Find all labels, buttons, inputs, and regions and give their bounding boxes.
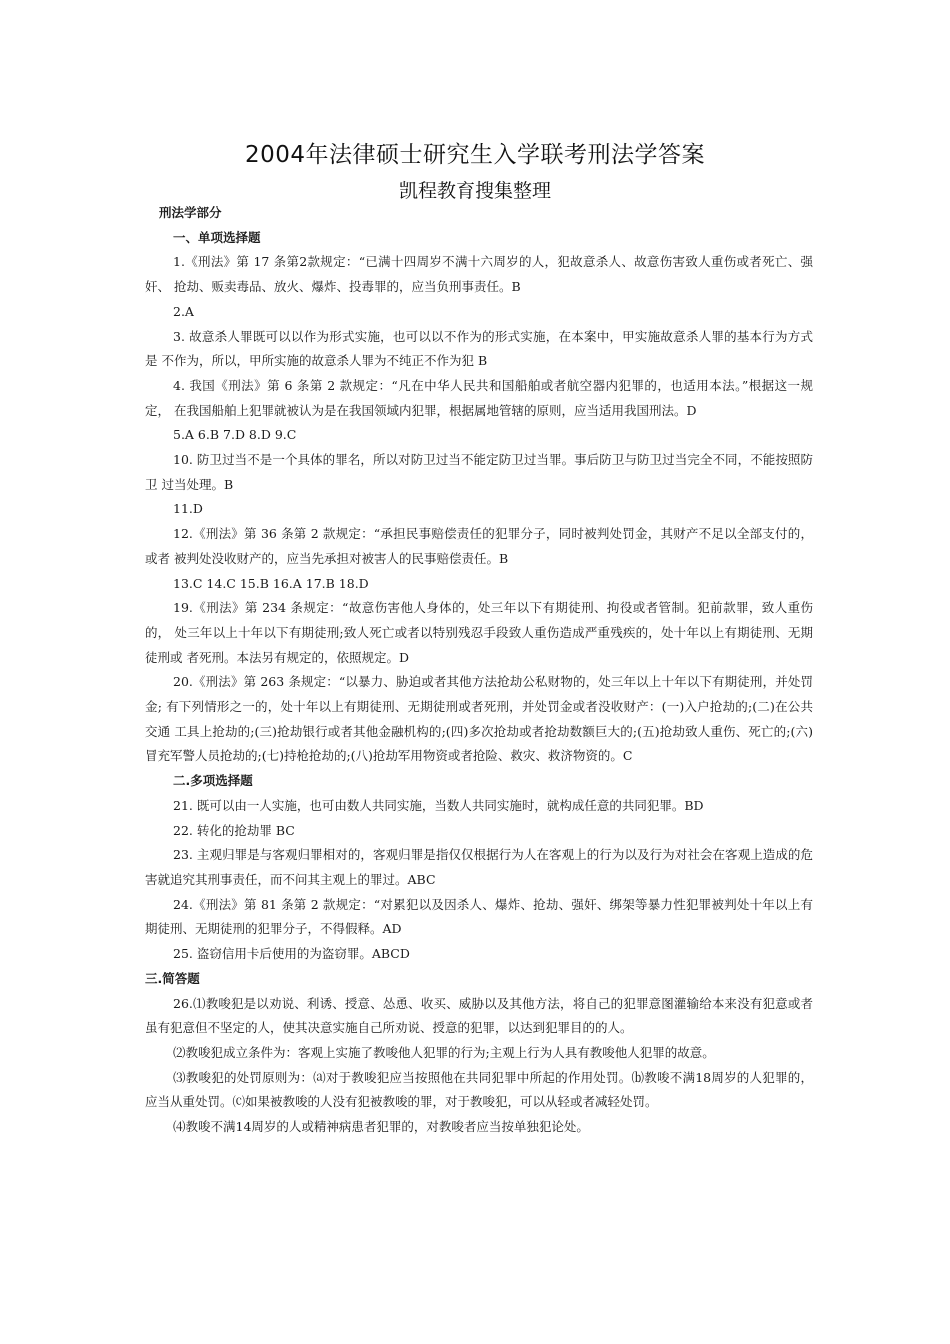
answer-item: 13.C 14.C 15.B 16.A 17.B 18.D — [173, 575, 369, 591]
answer-item: 21. 既可以由一人实施，也可由数人共同实施，当数人共同实施时，就构成任意的共同犯罪。BD — [173, 797, 704, 813]
answer-item: 3. 故意杀人罪既可以以作为形式实施，也可以以不作为的形式实施，在本案中，甲实施故意杀人罪的基本行为方式是 不作为，所以，甲所实施的故意杀人罪为不纯正不作为犯 B — [145, 328, 813, 369]
section-heading: 刑法学部分 — [159, 205, 222, 220]
document-title: 2004年法律硕士研究生入学联考刑法学答案 — [244, 142, 706, 168]
answer-item: 23. 主观归罪是与客观归罪相对的，客观归罪是指仅仅根据行为人在客观上的行为以及行为对社会在客观上造成的危害就追究其刑事责任，而不问其主观上的罪过。ABC — [145, 847, 813, 887]
answer-item: 11.D — [173, 501, 203, 517]
answer-item: 10. 防卫过当不是一个具体的罪名，所以对防卫过当不能定防卫过当罪。事后防卫与防卫过当完全不同，不能按照防卫 过当处理。B — [145, 452, 813, 492]
part3-heading: 三.简答题 — [145, 970, 200, 986]
answer-item: 19.《刑法》第 234 条规定：“故意伤害他人身体的，处三年以下有期徒刑、拘役或者管制。犯前款罪，致人重伤的， 处三年以上十年以下有期徒刑;致人死亡或者以特别残忍手段致人重伤造成严重残疾的，处十年以上有期徒刑、无期徒刑或 者死刑。本法另有规定的，依照规定。D — [145, 600, 813, 665]
answer-item: 20.《刑法》第 263 条规定：“以暴力、胁迫或者其他方法抢劫公私财物的，处三年以上十年以下有期徒刑，并处罚金; 有下列情形之一的，处十年以上有期徒刑、无期徒刑或者死刑，并处罚金或者没收财产：(一)入户抢劫的;(二)在公共交通 工具上抢劫的;(三)抢劫银行或者其他金融机构的;(四)多次抢劫或者抢劫数额巨大的;(五)抢劫致人重伤、死亡的;(六) 冒充军警人员抢劫的;(七)持枪抢劫的;(八)抢劫军用物资或者抢险、救灾、救济物资的。C — [145, 674, 813, 764]
answer-item: 12.《刑法》第 36 条第 2 款规定：“承担民事赔偿责任的犯罪分子，同时被判处罚金，其财产不足以全部支付的，或者 被判处没收财产的，应当先承担对被害人的民事赔偿责任。B — [145, 526, 813, 566]
document-body — [145, 201, 813, 1140]
answer-item: 25. 盗窃信用卡后使用的为盗窃罪。ABCD — [173, 946, 410, 962]
part1-heading: 一、单项选择题 — [173, 229, 261, 245]
answer-item: 5.A 6.B 7.D 8.D 9.C — [173, 427, 297, 443]
document-subtitle: 凯程教育搜集整理 — [398, 180, 551, 202]
answer-item: 1.《刑法》第 17 条第2款规定：“已满十四周岁不满十六周岁的人，犯故意杀人、故意伤害致人重伤或者死亡、强奸、 抢劫、贩卖毒品、放火、爆炸、投毒罪的，应当负刑事责任。B — [145, 254, 813, 295]
answer-item: 2.A — [173, 303, 194, 319]
answer-item: 4. 我国《刑法》第 6 条第 2 款规定：“凡在中华人民共和国船舶或者航空器内犯罪的，也适用本法。”根据这一规定， 在我国船舶上犯罪就被认为是在我国领域内犯罪，根据属地管辖的原则，应当适用我国刑法。D — [145, 377, 813, 418]
answer-item: 22. 转化的抢劫罪 BC — [173, 822, 295, 838]
answer-item: 26.⑴教唆犯是以劝说、利诱、授意、怂恿、收买、威胁以及其他方法，将自己的犯罪意图灌输给本来没有犯意或者 虽有犯意但不坚定的人，使其决意实施自己所劝说、授意的犯罪，以达到犯罪目的的人。 — [145, 995, 813, 1036]
answer-item: ⑵教唆犯成立条件为：客观上实施了教唆他人犯罪的行为;主观上行为人具有教唆他人犯罪的故意。 — [173, 1044, 715, 1060]
answer-item: ⑷教唆不满14周岁的人或精神病患者犯罪的，对教唆者应当按单独犯论处。 — [173, 1119, 589, 1135]
answer-item: ⑶教唆犯的处罚原则为：⒜对于教唆犯应当按照他在共同犯罪中所起的作用处罚。⒝教唆不满18周岁的人犯罪的，应当从重处罚。⒞如果被教唆的人没有犯被教唆的罪，对于教唆犯，可以从轻或者减轻处罚。 — [145, 1069, 813, 1110]
answer-item: 24.《刑法》第 81 条第 2 款规定：“对累犯以及因杀人、爆炸、抢劫、强奸、绑架等暴力性犯罪被判处十年以上有期徒刑、无期徒刑的犯罪分子，不得假释。AD — [145, 896, 813, 937]
part2-heading: 二.多项选择题 — [173, 773, 253, 789]
